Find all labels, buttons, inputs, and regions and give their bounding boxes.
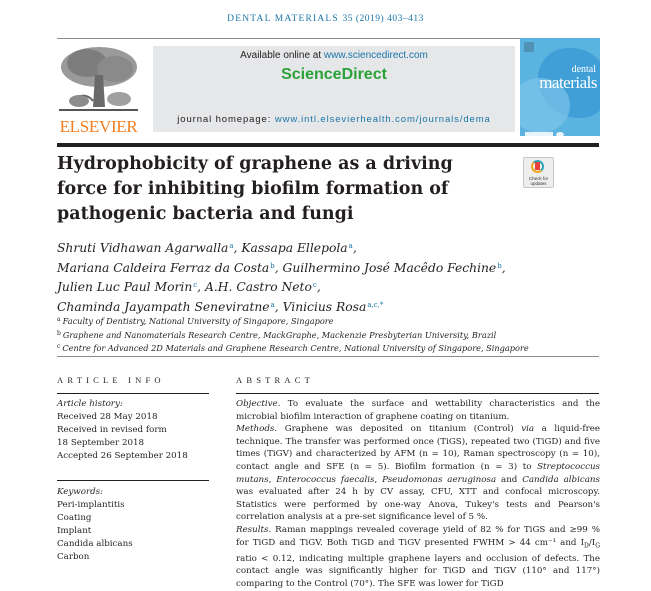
- journal-volume-pages: 35 (2019) 403–413: [342, 14, 424, 24]
- abstract-results: Results. Raman mappings revealed coverage yield of 82 % for TiGS and ≥99 % for TiGD and TiGV. Both TiGD and TiGV presented FWHM > 44 cm⁻¹ and $I_D/I_G$ ratio < 0.12, indicating multiple graphene layers and occlusion of defects. The contact angle was significantly higher for TiGD and TiGV (110° and 117°) comparing to the Control (70°). The SFE was lower for TiGD: [236, 524, 600, 590]
- abstract-methods: Methods. Graphene was deposited on titanium (Control) via a liquid-free technique. The transfer was performed once (TiGS), repeated two (TiGD) and five times (TiGV) and characterized by AFM (n = 10), Raman spectroscopy (n = 10), contact angle and SFE (n = 5). Biofilm formation (n = 3) to Streptococcus mutans, Enterococcus faecalis, Pseudomonas aeruginosa and Candida albicans was evaluated after 24 h by CV assay, CFU, XTT and confocal microscopy. Statistics were performed by one-way Anova, Tukey's tests and Pearson's correlation analysis at a pre-set significance level of 5 %.: [236, 424, 601, 523]
- author-name[interactable]: Kassapa Ellepola: [241, 241, 348, 255]
- check-for-updates-button[interactable]: [523, 157, 554, 188]
- article-info-heading: ARTICLE INFO: [57, 375, 165, 385]
- keywords-rule: [57, 480, 209, 481]
- cover-title-materials: materials: [539, 73, 597, 92]
- affiliation-marker[interactable]: b: [270, 261, 275, 270]
- affiliation-marker[interactable]: a: [229, 242, 234, 250]
- affiliation-marker[interactable]: a: [348, 242, 353, 250]
- affiliation-marker[interactable]: c: [312, 281, 317, 289]
- keyword-item: Implant: [57, 526, 92, 536]
- sciencedirect-banner: [153, 46, 515, 132]
- affiliation-marker[interactable]: a,c,*: [367, 300, 384, 309]
- history-item: Received 28 May 2018: [57, 412, 158, 422]
- sciencedirect-logo[interactable]: ScienceDirect: [281, 66, 387, 83]
- article-title: Hydrophobicity of graphene as a driving force for inhibiting biofilm formation of pathogenic bacteria and fungi: [57, 154, 453, 224]
- elsevier-tree-icon: [57, 45, 140, 115]
- history-item: Accepted 26 September 2018: [57, 451, 188, 461]
- author-name[interactable]: Vinicius Rosa: [282, 299, 367, 314]
- sciencedirect-link[interactable]: www.sciencedirect.com: [323, 50, 428, 61]
- keyword-item: Carbon: [57, 552, 90, 562]
- author-name[interactable]: Mariana Caldeira Ferraz da Costa: [57, 260, 270, 275]
- history-item: Received in revised form: [57, 425, 167, 435]
- article-history-label: Article history:: [57, 399, 123, 409]
- affiliation-item: $^a$ Faculty of Dentistry, National University of Singapore, Singapore: [57, 316, 334, 326]
- journal-name: DENTAL MATERIALS: [227, 14, 339, 24]
- author-name[interactable]: Guilhermino José Macêdo Fechine: [282, 260, 497, 275]
- keyword-item: Coating: [57, 513, 92, 523]
- check-for-updates-label: Check for updates: [528, 176, 549, 186]
- top-divider: [57, 38, 599, 39]
- header-thick-divider: [57, 143, 599, 147]
- author-name[interactable]: A.H. Castro Neto: [205, 280, 312, 294]
- cover-logo-icon: [524, 42, 534, 52]
- cover-footer: [525, 122, 595, 130]
- crossmark-bookmark-icon: [535, 162, 540, 170]
- keywords-label: Keywords:: [57, 487, 104, 497]
- keyword-item: Candida albicans: [57, 539, 133, 549]
- abstract-heading: ABSTRACT: [236, 375, 314, 385]
- author-name[interactable]: Julien Luc Paul Morin: [57, 280, 193, 294]
- affiliation-item: $^b$ Graphene and Nanomaterials Research Centre, MackGraphe, Mackenzie Presbyterian University, Brazil: [57, 329, 497, 340]
- abstract-body: [236, 398, 600, 591]
- abstract-rule: [236, 393, 599, 394]
- affiliation-marker[interactable]: a: [270, 300, 275, 309]
- article-history: [57, 398, 227, 463]
- elsevier-wordmark: ELSEVIER: [59, 117, 138, 136]
- author-name[interactable]: Chaminda Jayampath Seneviratne: [57, 299, 270, 314]
- affiliation-item: $^c$ Centre for Advanced 2D Materials and Graphene Research Centre, National University of Singapore, Singapore: [57, 343, 529, 353]
- affiliation-marker[interactable]: b: [497, 261, 502, 270]
- journal-cover-thumbnail[interactable]: [520, 38, 600, 136]
- abstract-objective: Objective. To evaluate the surface and wettability characteristics and the microbial biofilm interaction of graphene coating on titanium.: [236, 399, 600, 422]
- keywords-list: [57, 486, 227, 564]
- history-item: 18 September 2018: [57, 438, 145, 448]
- affiliations: [57, 314, 597, 355]
- author-list: Shruti Vidhawan Agarwalla$^a$, Kassapa Ellepola$^a$, Mariana Caldeira Ferraz da Costa$^b$, Guilhermino José Macêdo Fechine$^b$, Julien Luc Paul Morin$^c$, A.H. Castro Neto$^c$, Chaminda Jayampath Seneviratne$^a$, Vinicius Rosa$^{a,c,*}$: [57, 241, 506, 314]
- journal-citation-header: [0, 14, 651, 24]
- elsevier-logo[interactable]: [57, 45, 140, 137]
- journal-homepage-link[interactable]: www.intl.elsevierhealth.com/journals/dema: [274, 114, 491, 125]
- affiliation-marker[interactable]: c: [193, 281, 198, 289]
- article-info-rule: [57, 393, 209, 394]
- available-online-text: Available online at www.sciencedirect.com: [240, 50, 428, 61]
- keyword-item: Peri-implantitis: [57, 500, 125, 510]
- section-divider: [57, 356, 599, 357]
- cover-title-dental: dental: [571, 64, 596, 75]
- author-name[interactable]: Shruti Vidhawan Agarwalla: [57, 241, 229, 255]
- journal-homepage-text: journal homepage: www.intl.elsevierhealth.com/journals/dema: [177, 114, 491, 125]
